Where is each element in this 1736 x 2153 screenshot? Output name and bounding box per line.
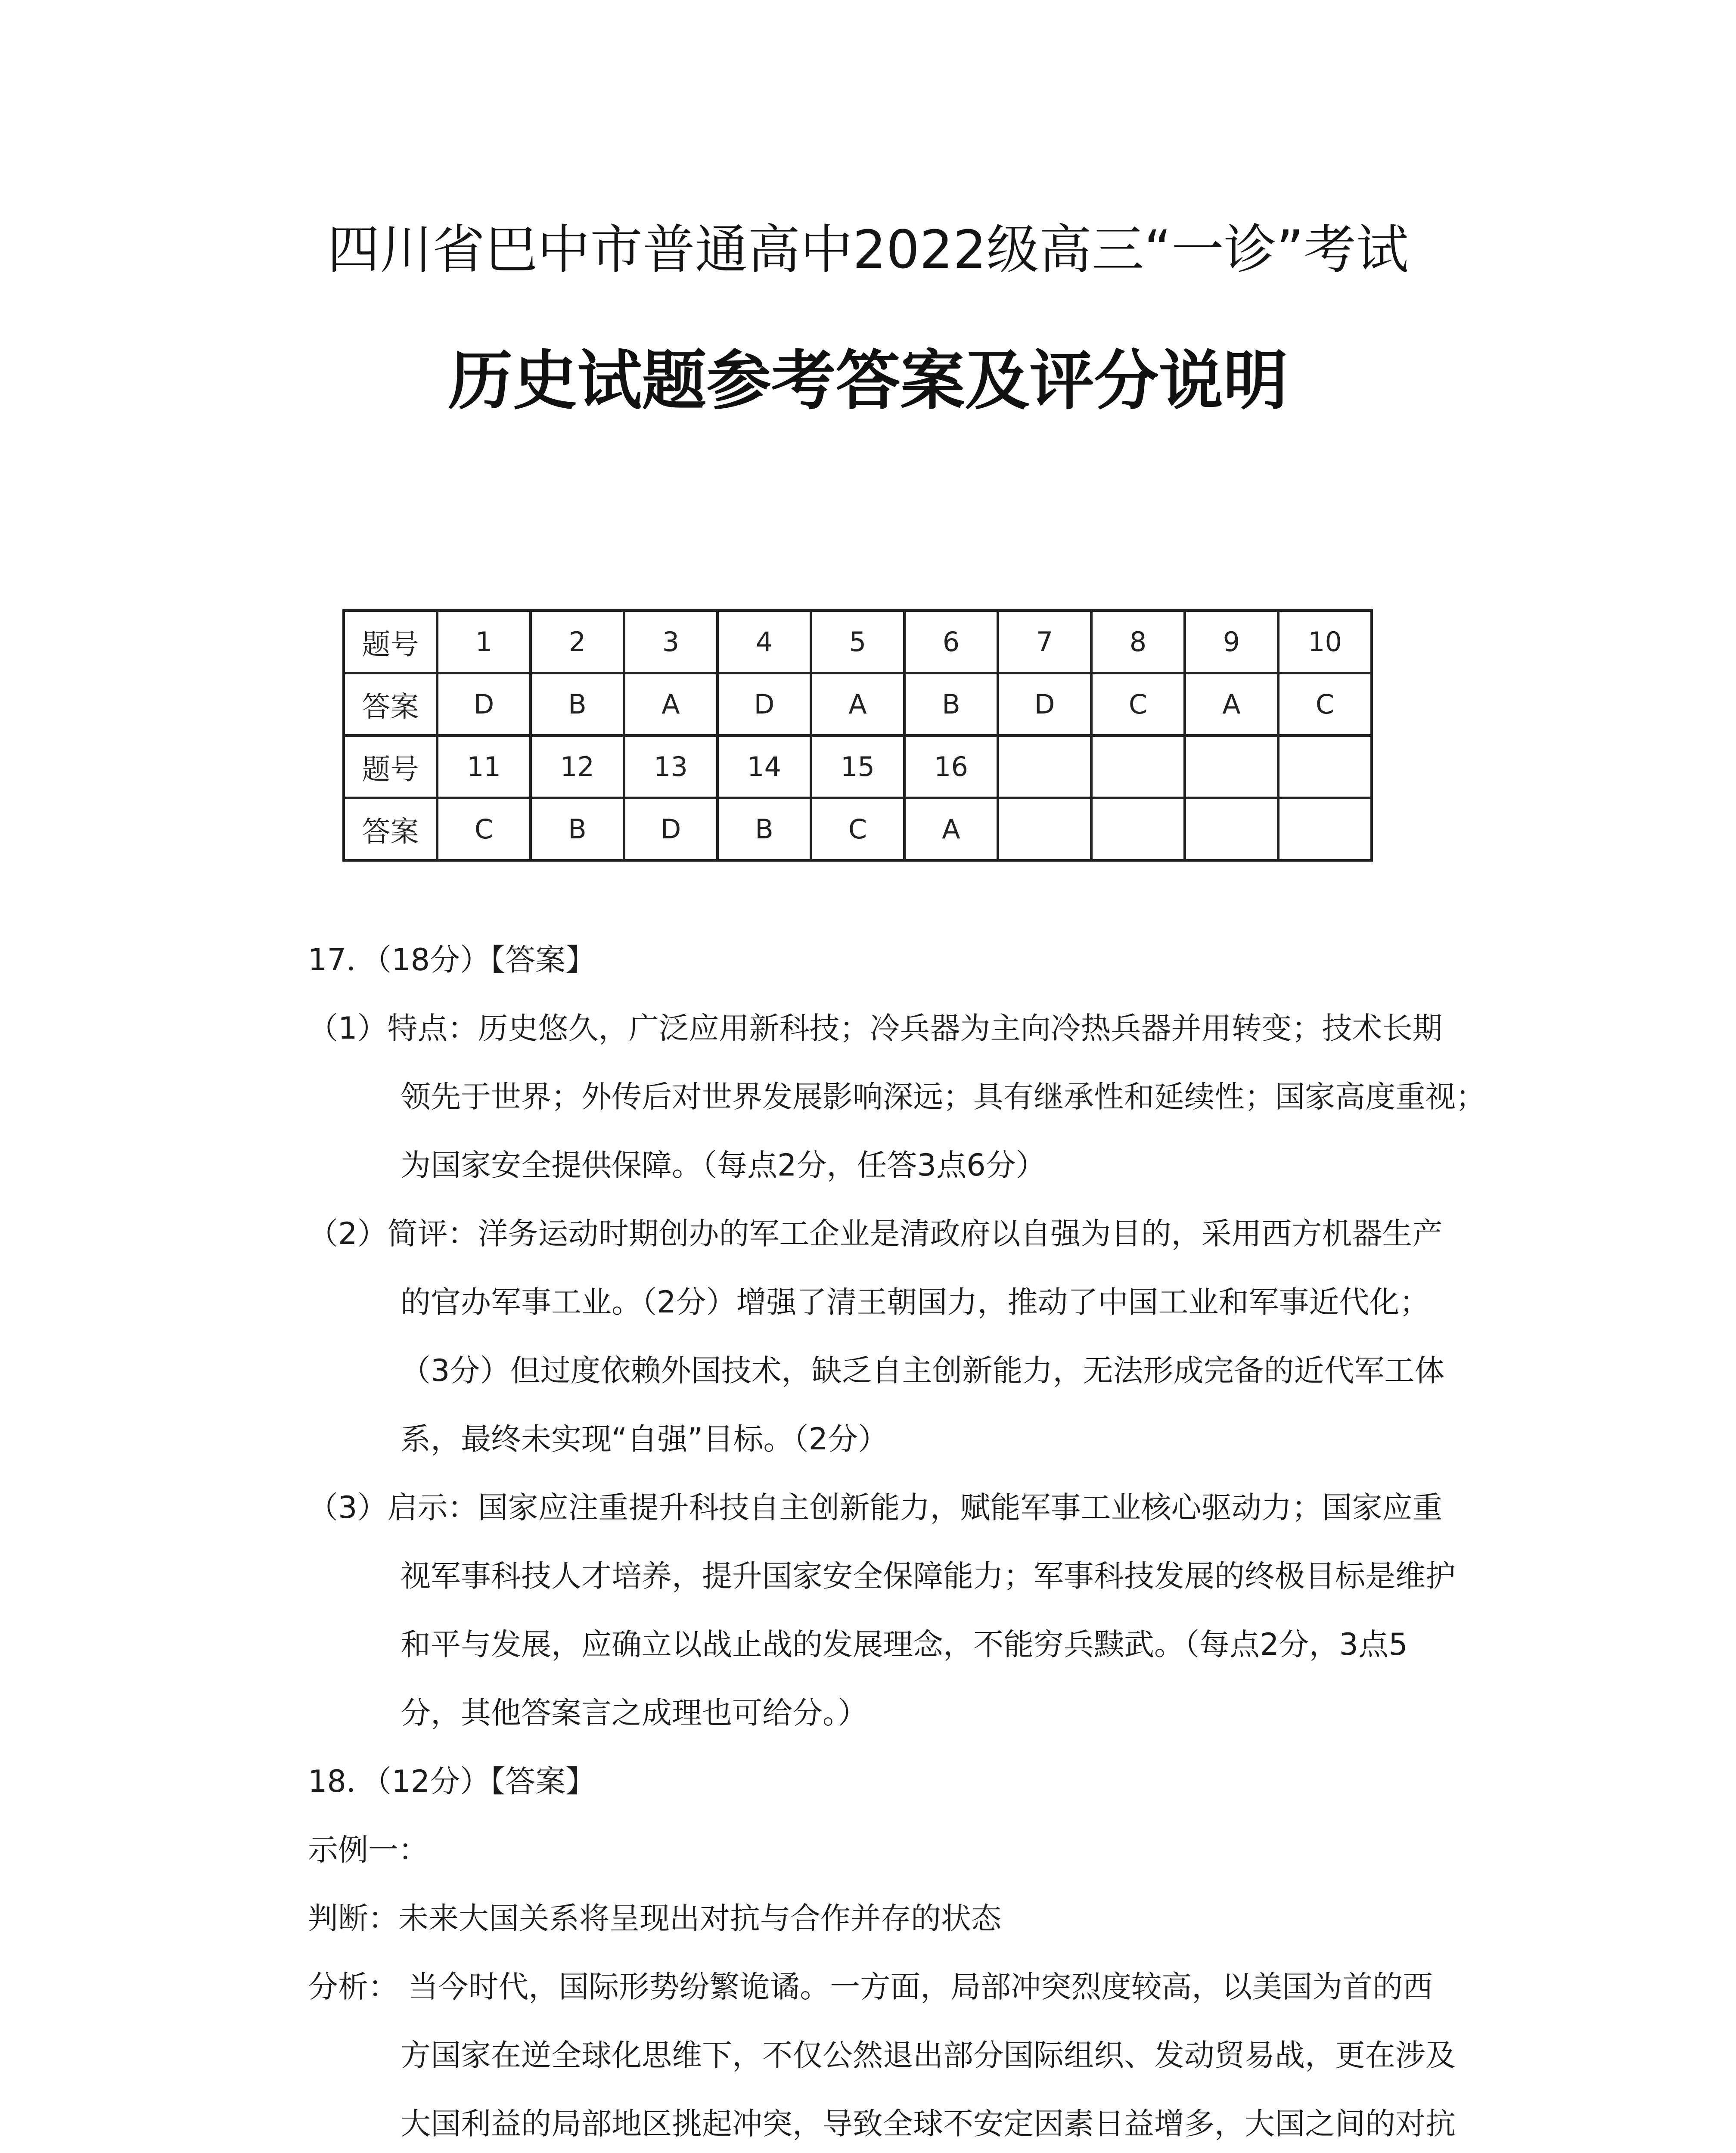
empty-cell: [998, 735, 1091, 798]
question-number: 8: [1091, 611, 1185, 673]
row-header-number: 题号: [344, 611, 437, 673]
question-number: 3: [624, 611, 717, 673]
q17-part2-line: 的官办军事工业。（2分）增强了清王朝国力，推动了中国工业和军事近代化；: [401, 1284, 1430, 1320]
empty-cell: [1278, 798, 1372, 860]
question-17: [308, 926, 1527, 2153]
q18-analysis-line: 大国利益的局部地区挑起冲突，导致全球不安定因素日益增多，大国之间的对抗: [401, 2106, 1456, 2141]
q17-part3-line: 和平与发展，应确立以战止战的发展理念，不能穷兵黩武。（每点2分，3点5: [401, 1627, 1408, 1662]
table-row: [344, 611, 1372, 673]
q18-example-label: 示例一：: [308, 1832, 429, 1868]
row-header-answer: 答案: [344, 673, 437, 735]
question-number: 1: [437, 611, 531, 673]
q17-part1-line: （1）特点：历史悠久，广泛应用新科技；冷兵器为主向冷热兵器并用转变；技术长期: [308, 1011, 1443, 1046]
q17-part3-line: （3）启示：国家应注重提升科技自主创新能力，赋能军事工业核心驱动力；国家应重: [308, 1490, 1443, 1525]
document-subtitle: 历史试题参考答案及评分说明: [448, 344, 1288, 419]
question-number: 15: [811, 735, 904, 798]
q18-analysis-line: 方国家在逆全球化思维下，不仅公然退出部分国际组织、发动贸易战，更在涉及: [401, 2038, 1456, 2073]
empty-cell: [998, 798, 1091, 860]
question-number: 11: [437, 735, 531, 798]
answer-cell: A: [624, 673, 717, 735]
question-number: 9: [1185, 611, 1278, 673]
table-row: [344, 735, 1372, 798]
q17-heading: 17．（18分）【答案】: [308, 942, 596, 977]
answer-cell: A: [1185, 673, 1278, 735]
question-number: 7: [998, 611, 1091, 673]
q18-judgement: 判断：未来大国关系将呈现出对抗与合作并存的状态: [308, 1901, 1001, 1936]
answer-cell: C: [1278, 673, 1372, 735]
q17-part2-line: （3分）但过度依赖外国技术，缺乏自主创新能力，无法形成完备的近代军工体: [401, 1353, 1445, 1388]
empty-cell: [1091, 735, 1185, 798]
answer-cell: A: [811, 673, 904, 735]
q17-part1-line: 领先于世界；外传后对世界发展影响深远；具有继承性和延续性；国家高度重视；: [401, 1079, 1486, 1114]
q17-part2-line: （2）简评：洋务运动时期创办的军工企业是清政府以自强为目的，采用西方机器生产: [308, 1216, 1443, 1251]
answer-cell: D: [437, 673, 531, 735]
answer-cell: B: [531, 798, 624, 860]
answer-cell: C: [437, 798, 531, 860]
q17-part1-line: 为国家安全提供保障。（每点2分，任答3点6分）: [401, 1148, 1046, 1183]
row-header-answer: 答案: [344, 798, 437, 860]
question-number: 4: [717, 611, 811, 673]
answer-cell: A: [904, 798, 998, 860]
answer-cell: C: [1091, 673, 1185, 735]
q17-part3-line: 分，其他答案言之成理也可给分。）: [401, 1695, 868, 1731]
question-number: 13: [624, 735, 717, 798]
answer-cell: D: [998, 673, 1091, 735]
answer-cell: B: [531, 673, 624, 735]
answer-cell: C: [811, 798, 904, 860]
answer-cell: D: [717, 673, 811, 735]
row-header-number: 题号: [344, 735, 437, 798]
question-number: 2: [531, 611, 624, 673]
question-number: 12: [531, 735, 624, 798]
answer-table: [342, 609, 1373, 862]
question-number: 6: [904, 611, 998, 673]
empty-cell: [1185, 735, 1278, 798]
empty-cell: [1185, 798, 1278, 860]
q17-part3-line: 视军事科技人才培养，提升国家安全保障能力；军事科技发展的终极目标是维护: [401, 1558, 1456, 1594]
question-number: 5: [811, 611, 904, 673]
q18-analysis-line: 分析： 当今时代，国际形势纷繁诡谲。一方面，局部冲突烈度较高，以美国为首的西: [308, 1969, 1433, 2004]
q18-heading: 18．（12分）【答案】: [308, 1764, 596, 1799]
answer-cell: B: [717, 798, 811, 860]
question-number: 14: [717, 735, 811, 798]
question-number: 10: [1278, 611, 1372, 673]
empty-cell: [1278, 735, 1372, 798]
document-title: 四川省巴中市普通高中2022级高三“一诊”考试: [327, 219, 1409, 280]
question-number: 16: [904, 735, 998, 798]
answer-cell: D: [624, 798, 717, 860]
table-row: [344, 798, 1372, 860]
empty-cell: [1091, 798, 1185, 860]
q17-part2-line: 系，最终未实现“自强”目标。（2分）: [401, 1421, 888, 1457]
table-row: [344, 673, 1372, 735]
answer-cell: B: [904, 673, 998, 735]
